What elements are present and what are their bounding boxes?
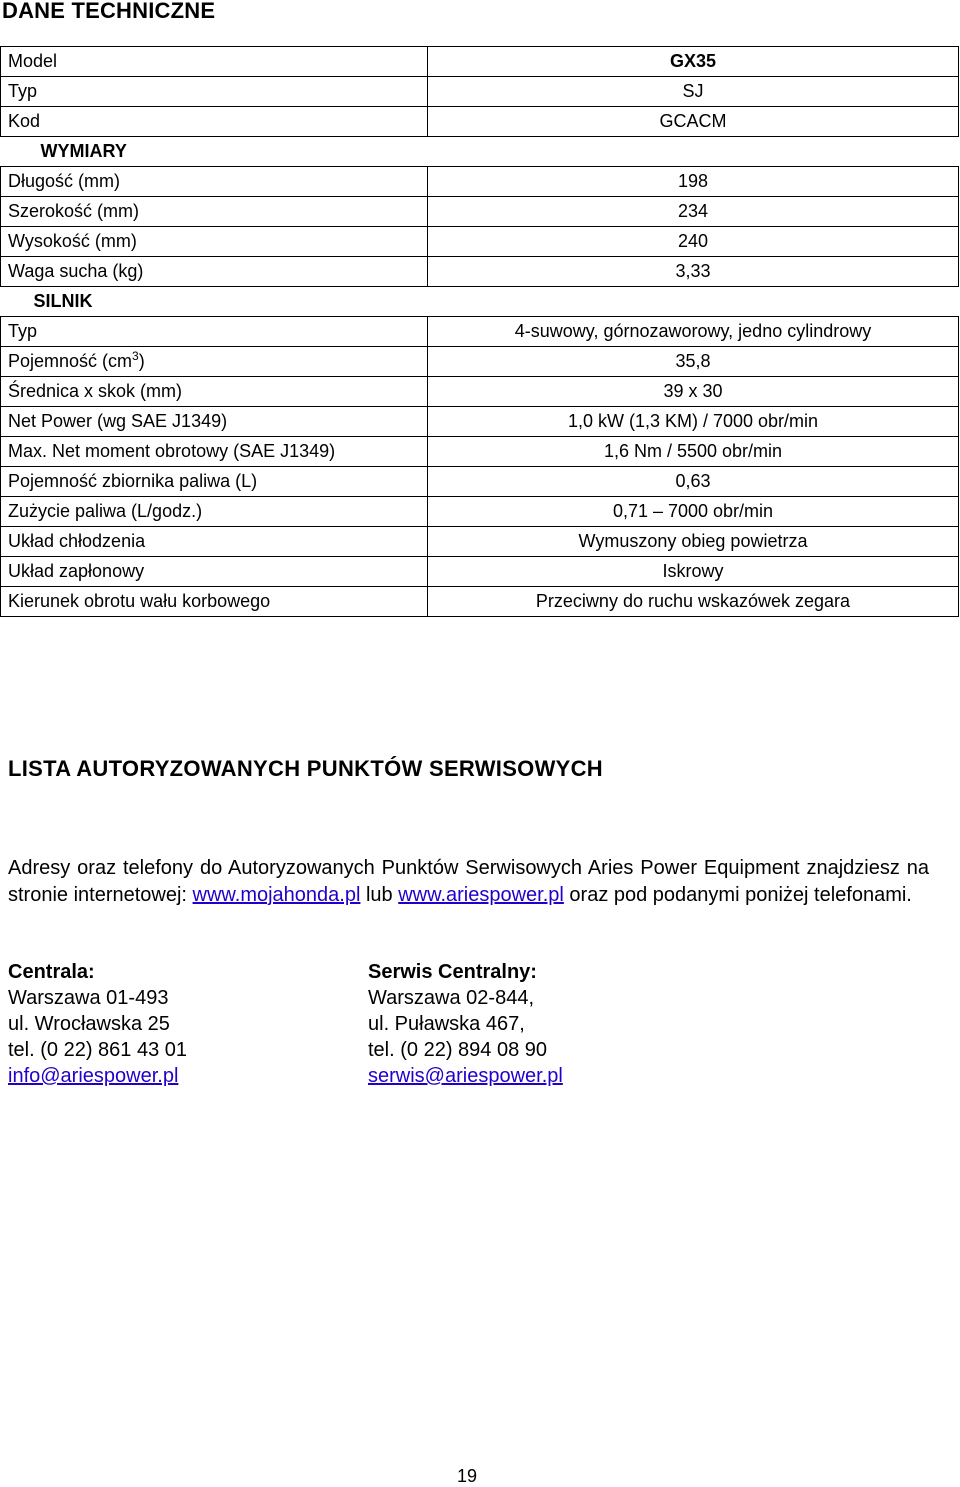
table-row xyxy=(1,557,959,587)
page-title: DANE TECHNICZNE xyxy=(2,0,216,23)
row-label: Wysokość (mm) xyxy=(1,227,428,257)
table-row xyxy=(1,227,959,257)
table-row xyxy=(1,107,959,137)
contact-phone: tel. (0 22) 894 08 90 xyxy=(368,1039,548,1061)
row-value: Przeciwny do ruchu wskazówek zegara xyxy=(428,587,959,617)
section-heading-dimensions: WYMIARY xyxy=(40,141,127,161)
page-number: 19 xyxy=(457,1466,478,1486)
table-row xyxy=(1,167,959,197)
label-text: Pojemność (cm xyxy=(8,351,133,371)
section-heading-engine: SILNIK xyxy=(33,291,93,311)
table-row xyxy=(1,197,959,227)
row-label: Waga sucha (kg) xyxy=(1,257,428,287)
section-row xyxy=(1,287,959,317)
row-label: Max. Net moment obrotowy (SAE J1349) xyxy=(1,437,428,467)
row-value: GX35 xyxy=(428,47,959,77)
table-row xyxy=(1,317,959,347)
row-label: Kierunek obrotu wału korbowego xyxy=(1,587,428,617)
intro-text: lub xyxy=(360,884,399,906)
intro-text: Adresy oraz telefony do Autoryzowanych Punktów Serwisowych Aries Power Equipment znajdziesz na stronie internetowej: xyxy=(8,857,929,906)
row-value: 4-suwowy, górnozaworowy, jedno cylindrowy xyxy=(428,317,959,347)
row-label: Typ xyxy=(1,317,428,347)
intro-text: oraz pod podanymi poniżej telefonami. xyxy=(563,884,912,906)
contact-service-central xyxy=(368,959,563,1089)
row-label: Układ chłodzenia xyxy=(1,527,428,557)
contact-heading: Serwis Centralny: xyxy=(368,961,537,983)
superscript: 3 xyxy=(132,349,139,363)
row-label: Zużycie paliwa (L/godz.) xyxy=(1,497,428,527)
contact-street: ul. Puławska 467, xyxy=(368,1013,525,1035)
row-label: Układ zapłonowy xyxy=(1,557,428,587)
row-label: Średnica x skok (mm) xyxy=(1,377,428,407)
table-row xyxy=(1,257,959,287)
contact-heading: Centrala: xyxy=(8,961,95,983)
service-intro-paragraph xyxy=(8,855,929,909)
row-value: Wymuszony obieg powietrza xyxy=(428,527,959,557)
section-row xyxy=(1,137,959,167)
row-value: 39 x 30 xyxy=(428,377,959,407)
row-label: Net Power (wg SAE J1349) xyxy=(1,407,428,437)
ariespower-link[interactable]: www.ariespower.pl xyxy=(398,884,564,906)
contact-central xyxy=(8,959,187,1089)
row-value: 3,33 xyxy=(428,257,959,287)
row-value: 234 xyxy=(428,197,959,227)
row-label xyxy=(1,347,428,377)
contact-phone: tel. (0 22) 861 43 01 xyxy=(8,1039,188,1061)
row-value: 1,0 kW (1,3 KM) / 7000 obr/min xyxy=(428,407,959,437)
row-value: 0,63 xyxy=(428,467,959,497)
table-row xyxy=(1,77,959,107)
technical-data-table xyxy=(0,46,959,617)
row-value: Iskrowy xyxy=(428,557,959,587)
row-value: SJ xyxy=(428,77,959,107)
table-row xyxy=(1,437,959,467)
table-row xyxy=(1,347,959,377)
table-row xyxy=(1,497,959,527)
row-label: Szerokość (mm) xyxy=(1,197,428,227)
row-value: 0,71 – 7000 obr/min xyxy=(428,497,959,527)
table-row xyxy=(1,587,959,617)
row-label: Typ xyxy=(1,77,428,107)
contact-city: Warszawa 01-493 xyxy=(8,987,169,1009)
contact-email-link[interactable]: serwis@ariespower.pl xyxy=(368,1065,563,1087)
label-text: ) xyxy=(138,351,145,371)
table-row xyxy=(1,467,959,497)
table-row xyxy=(1,47,959,77)
row-value: 240 xyxy=(428,227,959,257)
contact-email-link[interactable]: info@ariespower.pl xyxy=(8,1065,179,1087)
row-value: 198 xyxy=(428,167,959,197)
row-value: GCACM xyxy=(428,107,959,137)
row-value: 1,6 Nm / 5500 obr/min xyxy=(428,437,959,467)
row-label: Model xyxy=(1,47,428,77)
contact-street: ul. Wrocławska 25 xyxy=(8,1013,170,1035)
table-row xyxy=(1,407,959,437)
table-row xyxy=(1,377,959,407)
service-list-title: LISTA AUTORYZOWANYCH PUNKTÓW SERWISOWYCH xyxy=(8,756,603,781)
contact-city: Warszawa 02-844, xyxy=(368,987,534,1009)
row-value: 35,8 xyxy=(428,347,959,377)
table-row xyxy=(1,527,959,557)
row-label: Długość (mm) xyxy=(1,167,428,197)
row-label: Pojemność zbiornika paliwa (L) xyxy=(1,467,428,497)
row-label: Kod xyxy=(1,107,428,137)
mojahonda-link[interactable]: www.mojahonda.pl xyxy=(192,884,361,906)
